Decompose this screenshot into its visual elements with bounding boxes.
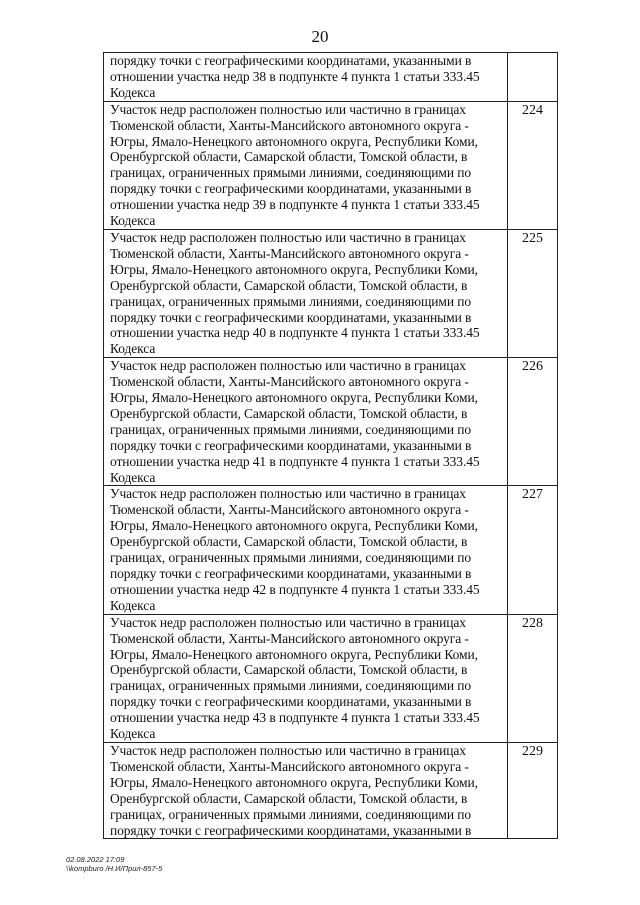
- row-number: 226: [521, 359, 543, 375]
- row-description: Участок недр расположен полностью или частично в границах Тюменской области, Ханты-Мансийского автономного округа - Югры, Ямало-Ненецкого автономного округа, Республики Коми, Оренбургской области, Самарской области, Томской области, в границах, ограниченных прямыми линиями, соединяющими по порядку точки с географическими координатами, указанными в отношении участка недр 39 в подпункте 4 пункта 1 статьи 333.45 Кодекса: [110, 101, 480, 229]
- number-cell: [507, 229, 557, 357]
- description-cell: [104, 486, 508, 614]
- document-footer: [66, 855, 162, 873]
- description-cell: [104, 229, 508, 357]
- row-number: 227: [521, 487, 543, 503]
- table-row: [104, 101, 558, 229]
- row-number: 228: [521, 615, 543, 631]
- row-number: 224: [521, 102, 543, 118]
- number-cell: [507, 486, 557, 614]
- description-cell: [104, 358, 508, 486]
- number-cell: [507, 101, 557, 229]
- row-description: Участок недр расположен полностью или частично в границах Тюменской области, Ханты-Мансийского автономного округа - Югры, Ямало-Ненецкого автономного округа, Республики Коми, Оренбургской области, Самарской области, Томской области, в границах, ограниченных прямыми линиями, соединяющими по порядку точки с географическими координатами, указанными в отношении участка недр 42 в подпункте 4 пункта 1 статьи 333.45 Кодекса: [110, 486, 480, 613]
- description-cell: [104, 742, 508, 838]
- description-cell: [104, 53, 508, 102]
- number-cell: [507, 614, 557, 742]
- number-cell: [507, 358, 557, 486]
- row-description: Участок недр расположен полностью или частично в границах Тюменской области, Ханты-Мансийского автономного округа - Югры, Ямало-Ненецкого автономного округа, Республики Коми, Оренбургской области, Самарской области, Томской области, в границах, ограниченных прямыми линиями, соединяющими по порядку точки с географическими координатами, указанными в отношении участка недр 41 в подпункте 4 пункта 1 статьи 333.45 Кодекса: [110, 358, 480, 485]
- table-row: [104, 53, 558, 102]
- table-row: [104, 229, 558, 357]
- table-row: [104, 358, 558, 486]
- description-cell: [104, 614, 508, 742]
- document-table: [103, 52, 558, 839]
- number-cell: [507, 742, 557, 838]
- footer-date: 02.08.2022 17:09: [66, 855, 125, 864]
- row-number: 225: [521, 230, 543, 246]
- table-row: [104, 486, 558, 614]
- footer-file-reference: \\kompburo /Н.И/Прил-857-5: [66, 864, 163, 873]
- row-description: Участок недр расположен полностью или частично в границах Тюменской области, Ханты-Мансийского автономного округа - Югры, Ямало-Ненецкого автономного округа, Республики Коми, Оренбургской области, Самарской области, Томской области, в границах, ограниченных прямыми линиями, соединяющими по порядку точки с географическими координатами, указанными в отношении участка недр 40 в подпункте 4 пункта 1 статьи 333.45 Кодекса: [110, 229, 480, 357]
- row-description: Участок недр расположен полностью или частично в границах Тюменской области, Ханты-Мансийского автономного округа - Югры, Ямало-Ненецкого автономного округа, Республики Коми, Оренбургской области, Самарской области, Томской области, в границах, ограниченных прямыми линиями, соединяющими по порядку точки с географическими координатами, указанными в: [110, 742, 478, 838]
- row-number: [508, 53, 557, 54]
- table-row: [104, 614, 558, 742]
- row-description: порядку точки с географическими координатами, указанными в отношении участка недр 38 в подпункте 4 пункта 1 статьи 333.45 Кодекса: [110, 53, 480, 100]
- row-description: Участок недр расположен полностью или частично в границах Тюменской области, Ханты-Мансийского автономного округа - Югры, Ямало-Ненецкого автономного округа, Республики Коми, Оренбургской области, Самарской области, Томской области, в границах, ограниченных прямыми линиями, соединяющими по порядку точки с географическими координатами, указанными в отношении участка недр 43 в подпункте 4 пункта 1 статьи 333.45 Кодекса: [110, 614, 480, 742]
- row-number: 229: [521, 743, 543, 759]
- table-row: [104, 742, 558, 838]
- description-cell: [104, 101, 508, 229]
- number-cell: [507, 53, 557, 102]
- page-number: 20: [311, 27, 329, 46]
